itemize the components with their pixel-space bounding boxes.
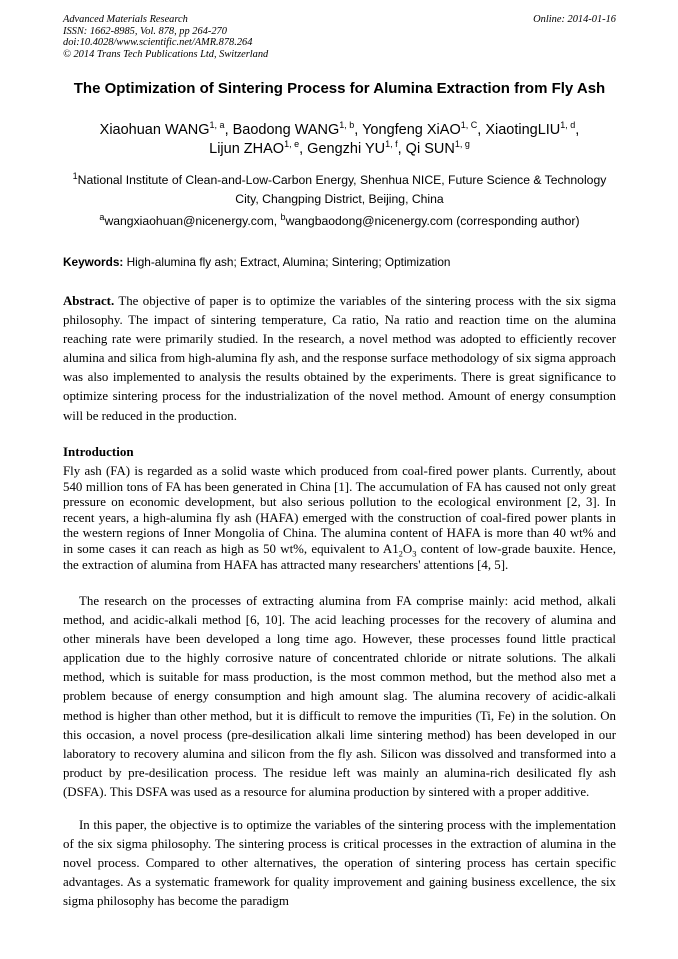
author-name: Baodong WANG [232,122,340,138]
author-sep: , [299,141,308,157]
author-list [63,121,616,159]
online-date: Online: 2014-01-16 [533,14,616,25]
paper-title: The Optimization of Sintering Process for Alumina Extraction from Fly Ash [73,80,606,97]
journal-name: Advanced Materials Research [63,14,188,25]
author-affil-mark: 1, C [460,120,478,131]
paragraph-text: content of low-grade bauxite. Hence, the extraction of alumina from HAFA has attracted many researchers' attentions [4, 5]. [63,541,616,572]
journal-issn: ISSN: 1662-8985, Vol. 878, pp 264-270 [63,25,227,37]
abstract [63,292,616,426]
affiliation [63,171,616,209]
email-a: wangxiaohuan@nicenergy.com, [104,214,281,228]
author-sep: , [354,122,363,138]
author [100,122,233,138]
subscript: 3 [412,548,417,559]
intro-paragraph-1 [63,464,616,573]
journal-doi: doi:10.4028/www.scientific.net/AMR.878.264 [63,37,253,49]
journal-header [63,14,616,60]
author-name: XiaotingLIU [485,122,561,138]
author [209,141,307,157]
affiliation-mark: 1 [72,170,78,181]
author-sep: , [575,122,580,138]
author [307,141,406,157]
intro-paragraph-3: In this paper, the objective is to optimize the variables of the sintering process with the implementation of the six sigma philosophy. The sintering process is critical processes in the extraction of alumina in the novel process. Compared to other alternatives, the operation of sintering process has certain specific advantages. As a systematic framework for quality improvement and gaining business excellence, the six sigma philosophy has become the paradigm [63,818,616,909]
author-affil-mark: 1, f [385,139,398,150]
affiliation-text: National Institute of Clean-and-Low-Carbon Energy, Shenhua NICE, Future Science & Technology City, Changping District, Beijing, China [77,173,607,206]
author-name: Gengzhi YU [307,141,386,157]
author-name: Qi SUN [405,141,455,157]
paragraph-text: Fly ash (FA) is regarded as a solid waste which produced from coal-fired power plants. Currently, about 540 million tons of FA has been generated in China [1]. The accumulation of FA has caused not only great pressure on economic development, but also serious pollution to the ecological environment [2, 3]. In recent years, a high-alumina fly ash (HAFA) emerged with the construction of coal-fired power plants in the western regions of Inner Mongolia of China. The alumina content of HAFA is more than 40 wt% and in some cases it can reach as high as 50 wt%, equivalent to A1 [63,464,616,556]
keywords [63,255,616,269]
author-emails [63,211,616,229]
author-sep: , [224,122,233,138]
author [233,122,362,138]
author-affil-mark: 1, a [209,120,225,131]
author [362,122,485,138]
intro-paragraph-2: The research on the processes of extracting alumina from FA comprise mainly: acid method, alkali method, and acidic-alkali method [6, 10]. The acid leaching processes for the recovery of alumina and other minerals have been developed a long time ago. However, these processes found little practical application due to the highly corrosive nature of concentrated chloride or nitrate solutions. The alkali method, which is suitable for mass production, is the most common method, but the method also met a problem because of energy consumption and high amount slag. The alumina recovery of acidic-alkali method is higher than other method, but it is difficult to remove the impurities (Ti, Fe) in the solution. On this occasion, a novel process (pre-desilication alkali lime sintering method) has been developed in our laboratory to recovery alumina and silicon from the fly ash. Silicon was dissolved and transformed into a product by pre-desilication process. The residue left was mainly an alumina-rich desilicated fly ash (DSFA). This DSFA was used as a resource for alumina production by sintered with a proper additive. [63,594,616,799]
journal-copyright: © 2014 Trans Tech Publications Ltd, Switzerland [63,48,269,60]
author [485,122,579,138]
keywords-text: High-alumina fly ash; Extract, Alumina; Sintering; Optimization [123,255,451,269]
author-affil-mark: 1, e [284,139,300,150]
paragraph-text: O [402,541,413,556]
email-b: wangbaodong@nicenergy.com (corresponding author) [285,214,580,228]
author-name: Yongfeng XiAO [362,122,461,138]
email-mark-b: b [280,211,286,222]
author-name: Xiaohuan WANG [99,122,210,138]
author-sep: , [397,141,406,157]
subscript: 2 [398,548,403,559]
author-sep: , [477,122,486,138]
author-affil-mark: 1, d [560,120,576,131]
author-affil-mark: 1, g [454,139,470,150]
email-mark-a: a [99,211,105,222]
author-name: Lijun ZHAO [209,141,285,157]
keywords-label: Keywords: [63,255,124,269]
author [406,141,470,157]
abstract-label: Abstract. [63,294,115,308]
section-heading-introduction: Introduction [63,444,134,459]
abstract-text: The objective of paper is to optimize the variables of the sintering process with the six sigma philosophy. The impact of sintering temperature, Ca ratio, Na ratio and reaction time on the alumina reaching rate were primarily studied. In the research, a novel method was adopted to efficiently recover alumina and silica from high-alumina fly ash, and the response surface methodology of six sigma approach was also implemented to analysis the results obtained by the experiments. There is great significance to optimize sintering process for the industrialization of the novel method. Amount of energy consumption will be reduced in the production. [63,294,616,423]
author-affil-mark: 1, b [339,120,355,131]
